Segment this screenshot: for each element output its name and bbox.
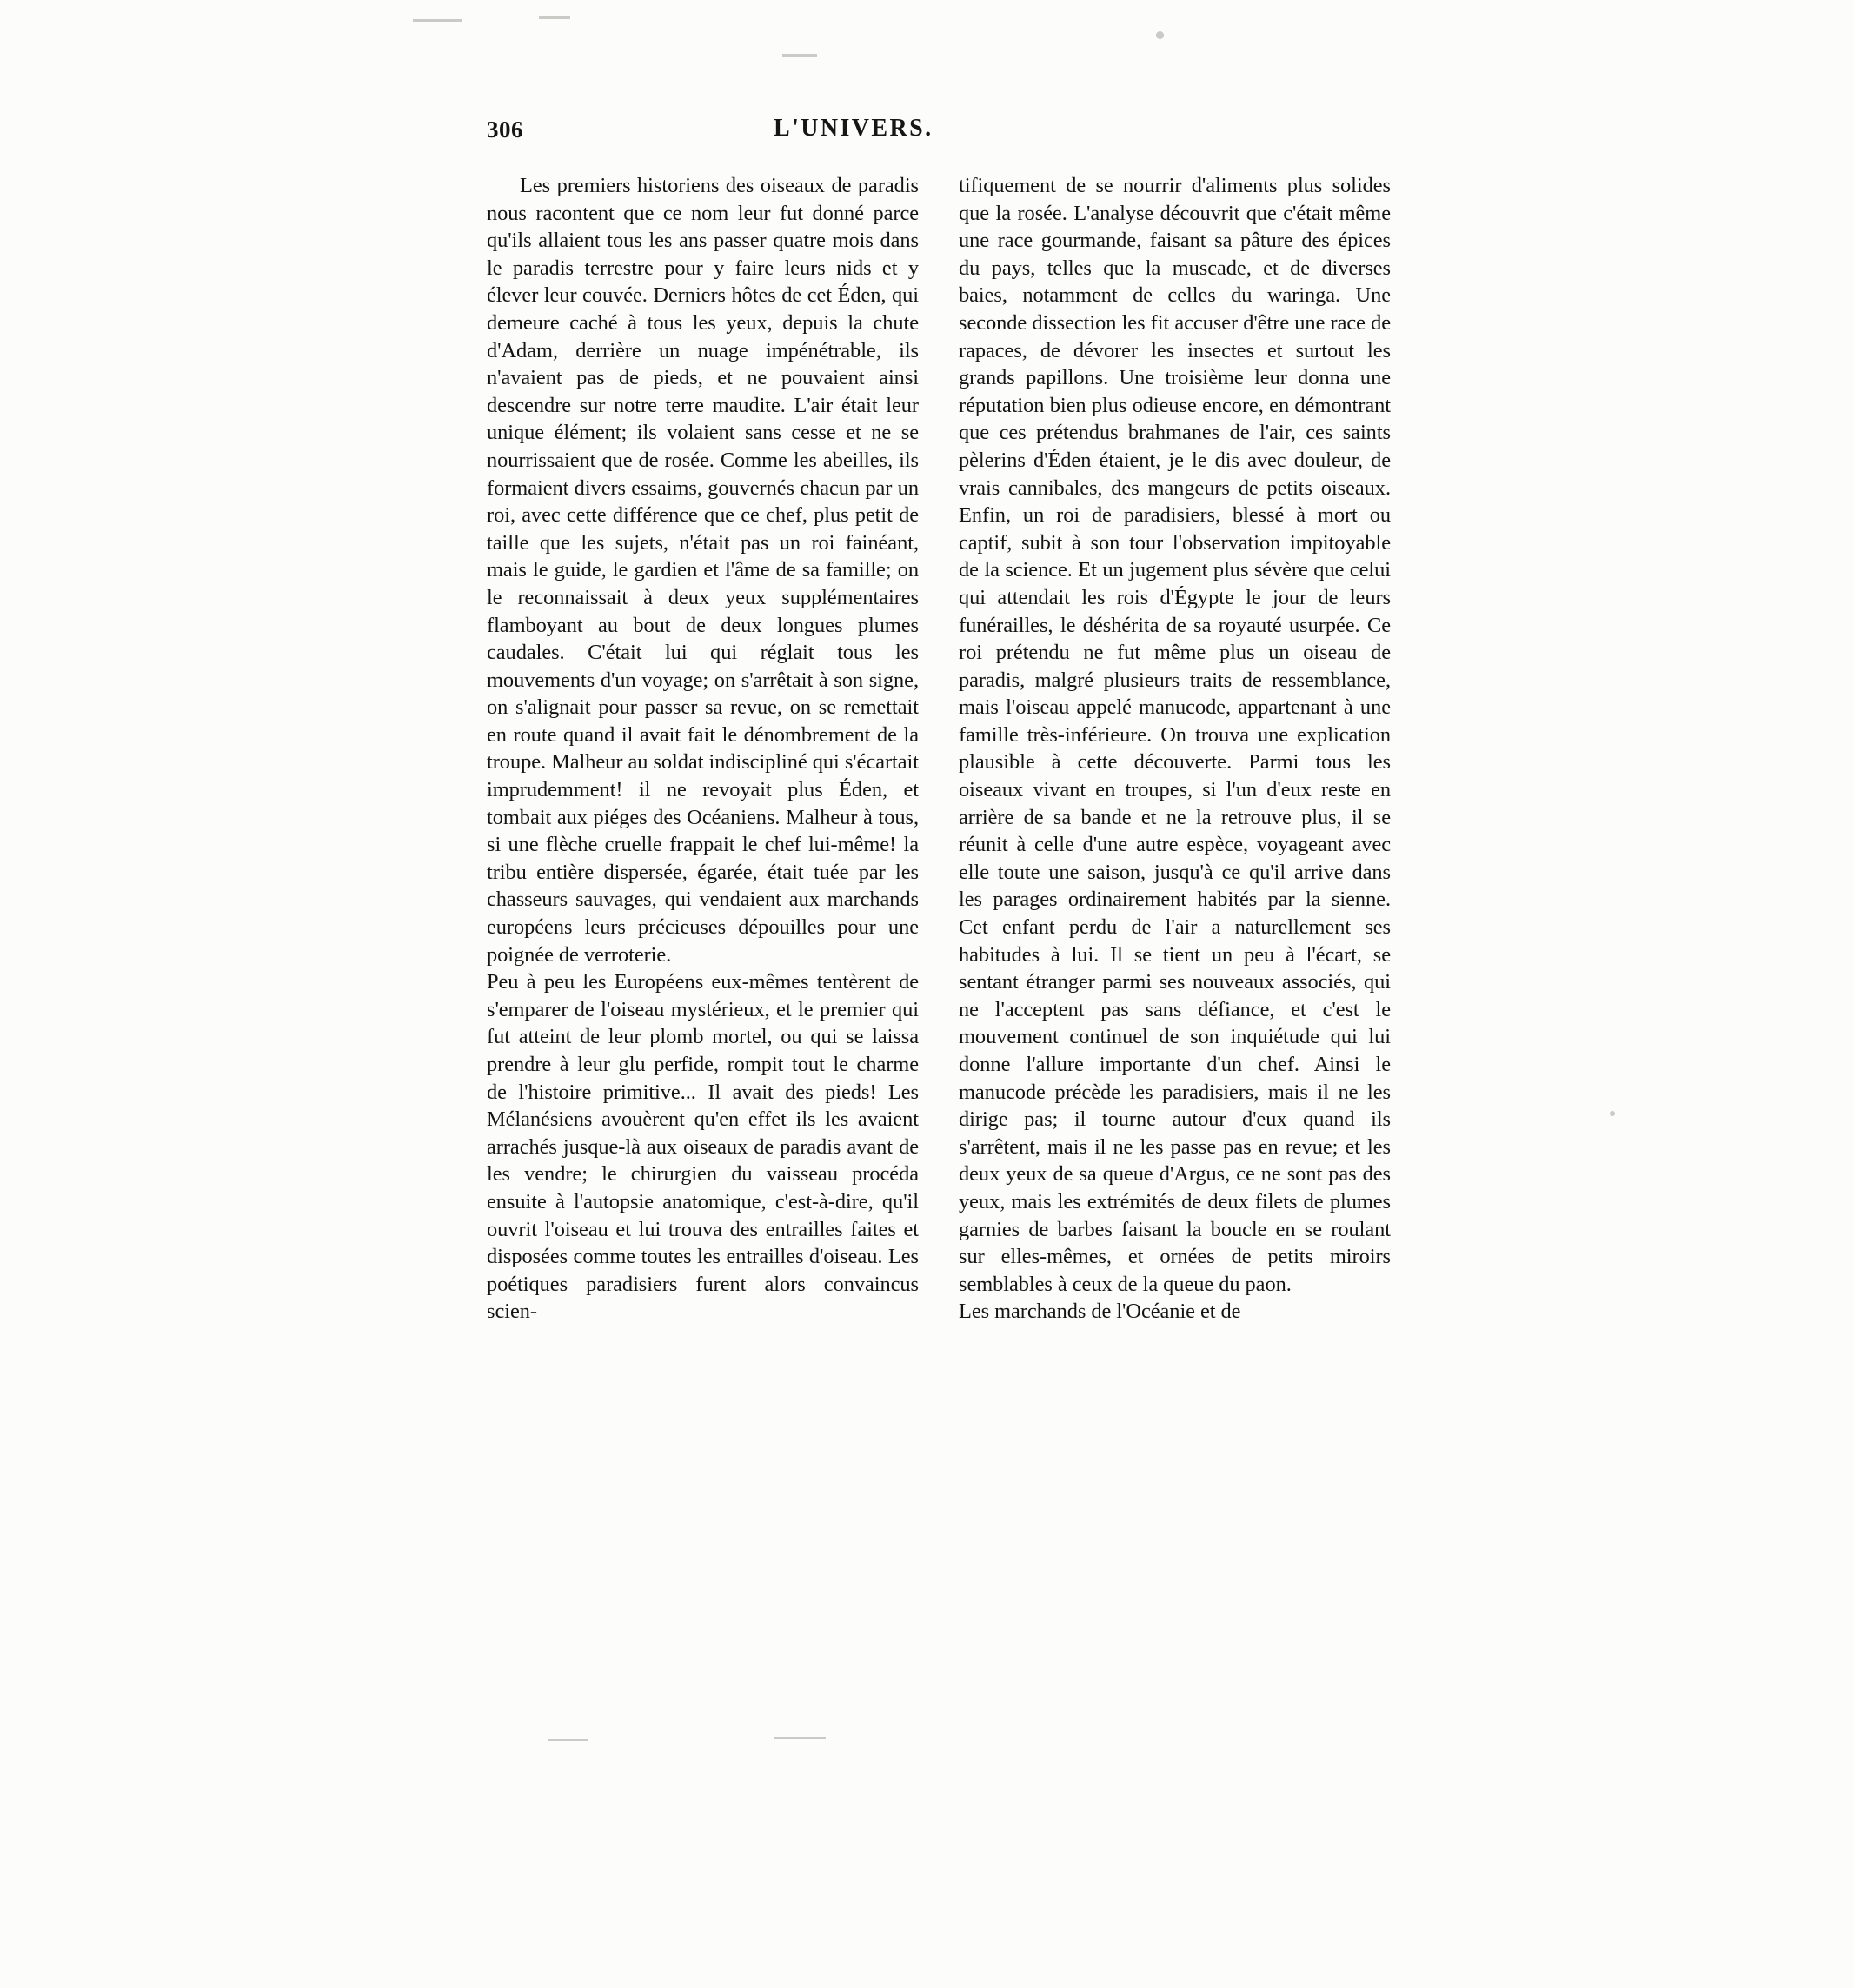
paragraph: tifiquement de se nourrir d'aliments plus solides que la rosée. L'analyse découvrit que c'était même une race gourmande, faisant sa pâture des épices du pays, telles que la muscade, et de diverses baies, notamment de celles du waringa. Une seconde dissection les fit accuser d'être une race de rapaces, de dévorer les insectes et surtout les grands papillons. Une troisième leur donna une réputation bien plus odieuse encore, en démontrant que ces prétendus brahmanes de l'air, ces saints pèlerins d'Éden étaient, je le dis avec douleur, de vrais cannibales, des mangeurs de petits oiseaux. Enfin, un roi de paradisiers, blessé à mort ou captif, subit à son tour l'observation impitoyable de la science. Et un jugement plus sévère que celui qui attendait les rois d'Égypte le jour de leurs funérailles, le déshérita de sa royauté usurpée. Ce roi prétendu ne fut même plus un oiseau de paradis, malgré plusieurs traits de ressemblance, mais l'oiseau appelé manucode, appartenant à une famille très-inférieure. On trouva une explication plausible à cette découverte. Parmi tous les oiseaux vivant en troupes, si l'un d'eux reste en arrière de sa bande et ne la retrouve plus, il se réunit à celle d'une autre espèce, voyageant avec elle toute une saison, jusqu'à ce qu'il arrive dans les parages ordinairement habités par la sienne. Cet enfant perdu de l'air a naturellement ses habitudes à lui. Il se tient un peu à l'écart, se sentant étranger parmi ses nouveaux associés, qui ne l'acceptent pas sans défiance, et c'est le mouvement continuel de son inquiétude qui lui donne l'allure importante d'un chef. Ainsi le manucode précède les paradisiers, mais il ne les dirige pas; il tourne autour d'eux quand ils s'arrêtent, mais il ne les passe pas en revue; et les deux yeux de sa queue d'Argus, ce ne sont pas des yeux, mais les extrémités de deux filets de plumes garnies de barbes faisant la boucle en se roulant sur elles-mêmes, et ornées de petits miroirs semblables à ceux de la queue du paon. — [959, 174, 1391, 1296]
scan-artifact-bottom-left — [548, 1739, 588, 1741]
text-columns — [487, 172, 1391, 1326]
scan-artifact-top-right — [1156, 31, 1164, 39]
page-header — [487, 104, 1391, 155]
paragraph: Les premiers historiens des oiseaux de paradis nous racontent que ce nom leur fut donné parce qu'ils allaient tous les ans passer quatre mois dans le paradis terrestre pour y faire leurs nids et y élever leur couvée. Derniers hôtes de cet Éden, qui demeure caché à tous les yeux, depuis la chute d'Adam, derrière un nuage impénétrable, ils n'avaient pas de pieds, et ne pouvaient ainsi descendre sur notre terre maudite. L'air était leur unique élément; ils volaient sans cesse et ne se nourrissaient que de rosée. Comme les abeilles, ils formaient divers essaims, gouvernés chacun par un roi, avec cette différence que ce chef, plus petit de taille que les sujets, n'était pas un roi fainéant, mais le guide, le gardien et l'âme de sa famille; on le reconnaissait à deux yeux supplémentaires flamboyant au bout de deux longues plumes caudales. C'était lui qui réglait tous les mouvements d'un voyage; on s'arrêtait à son signe, on s'alignait pour passer sa revue, on se remettait en route quand il avait fait le dénombrement de la troupe. Malheur au soldat indiscipliné qui s'écartait imprudemment! il ne revoyait plus Éden, et tombait aux piéges des Océaniens. Malheur à tous, si une flèche cruelle frappait le chef lui-même! la tribu entière dispersée, égarée, était tuée par les chasseurs sauvages, qui vendaient aux marchands européens leurs précieuses dépouilles pour une poignée de verroterie. — [487, 174, 919, 967]
page-content — [487, 104, 1391, 1326]
scan-artifact-top-left — [413, 19, 462, 22]
scan-artifact-top-mid — [539, 16, 570, 19]
paragraph: Les marchands de l'Océanie et de — [959, 1300, 1241, 1324]
running-title: L'UNIVERS. — [774, 115, 934, 142]
scan-artifact-right-speck — [1610, 1111, 1615, 1116]
scan-artifact-bottom-mid — [774, 1737, 826, 1739]
folio-number: 306 — [487, 116, 523, 143]
left-column — [487, 172, 919, 1326]
right-column — [959, 172, 1391, 1326]
paragraph: Peu à peu les Européens eux-mêmes tentèrent de s'emparer de l'oiseau mystérieux, et le premier qui fut atteint de leur plomb mortel, ou qui se laissa prendre à leur glu perfide, rompit tout le charme de l'histoire primitive... Il avait des pieds! Les Mélanésiens avouèrent qu'en effet ils les avaient arrachés jusque-là aux oiseaux de paradis avant de les vendre; le chirurgien du vaisseau procéda ensuite à l'autopsie anatomique, c'est-à-dire, qu'il ouvrit l'oiseau et lui trouva des entrailles faites et disposées comme toutes les entrailles d'oiseau. Les poétiques paradisiers furent alors convaincus scien- — [487, 970, 919, 1324]
scan-artifact-upper-rule — [782, 54, 817, 57]
